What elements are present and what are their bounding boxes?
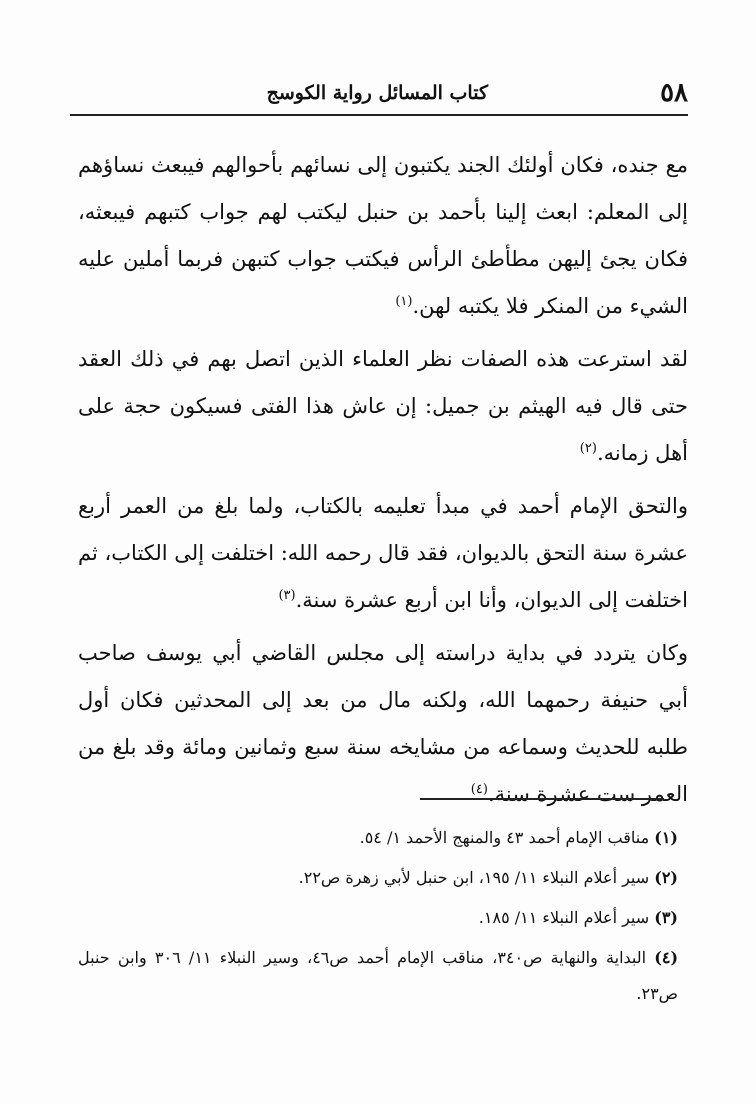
paragraph-text: لقد استرعت هذه الصفات نظر العلماء الذين اتصل بهم في ذلك العقد حتى قال فيه الهيثم بن جميل: إن عاش هذا الفتى فسيكون حجة على أهل زمانه. (78, 347, 688, 465)
header-rule (70, 114, 688, 116)
footnote-reference: (٢) (579, 441, 597, 456)
footnotes (78, 820, 678, 1016)
footnote-reference: (٤) (470, 782, 488, 797)
paragraph (78, 630, 688, 818)
footnote-reference: (٣) (278, 588, 296, 603)
footnote-number: (١) (654, 828, 678, 847)
footnote-text: سير أعلام النبلاء ١١/ ١٨٥. (478, 908, 650, 927)
page-number: ٥٨ (660, 78, 688, 108)
main-text (78, 142, 688, 824)
paragraph-text: والتحق الإمام أحمد في مبدأ تعليمه بالكتاب، ولما بلغ من العمر أربع عشرة سنة التحق بالديوان، فقد قال رحمه الله: اختلفت إلى الكتاب، ثم اختلفت إلى الديوان، وأنا ابن أربع عشرة سنة. (78, 494, 688, 612)
footnote-number: (٣) (654, 908, 678, 927)
footnote-number: (٤) (654, 948, 679, 967)
paragraph-text: مع جنده، فكان أولئك الجند يكتبون إلى نسائهم بأحوالهم فيبعث نساؤهم إلى المعلم: ابعث إلينا بأحمد بن حنبل ليكتب لهم جواب كتبهم فيبعثه، فكان يجئ إليهن مطأطئ الرأس فيكتب جواب كتبهن فربما أملين عليه الشيء من المنكر فلا يكتبه لهن. (78, 153, 688, 318)
footnote-text: البداية والنهاية ص٣٤٠، مناقب الإمام أحمد ص٤٦، وسير النبلاء ١١/ ٣٠٦ وابن حنبل ص٢٣. (78, 948, 678, 1003)
footnote (78, 940, 678, 1012)
page-header (70, 76, 688, 110)
paragraph (78, 483, 688, 624)
paragraph-text: وكان يتردد في بداية دراسته إلى مجلس القاضي أبي يوسف صاحب أبي حنيفة رحمهما الله، ولكنه مال من بعد إلى المحدثين فكان أول طلبه للحديث وسماعه من مشايخه سنة سبع وثمانين ومائة وقد بلغ من العمر ست عشرة سنة. (78, 641, 688, 806)
footnote-reference: (١) (395, 294, 413, 309)
footnote-separator (420, 798, 664, 800)
footnote-text: مناقب الإمام أحمد ٤٣ والمنهج الأحمد ١/ ٥٤. (359, 828, 650, 847)
footnote-number: (٢) (654, 868, 678, 887)
footnote (78, 820, 678, 856)
paragraph (78, 336, 688, 477)
paragraph (78, 142, 688, 330)
running-title: كتاب المسائل رواية الكوسج (266, 82, 488, 104)
footnote-text: سير أعلام النبلاء ١١/ ١٩٥، ابن حنبل لأبي زهرة ص٢٢. (298, 868, 650, 887)
footnote (78, 860, 678, 896)
footnote (78, 900, 678, 936)
